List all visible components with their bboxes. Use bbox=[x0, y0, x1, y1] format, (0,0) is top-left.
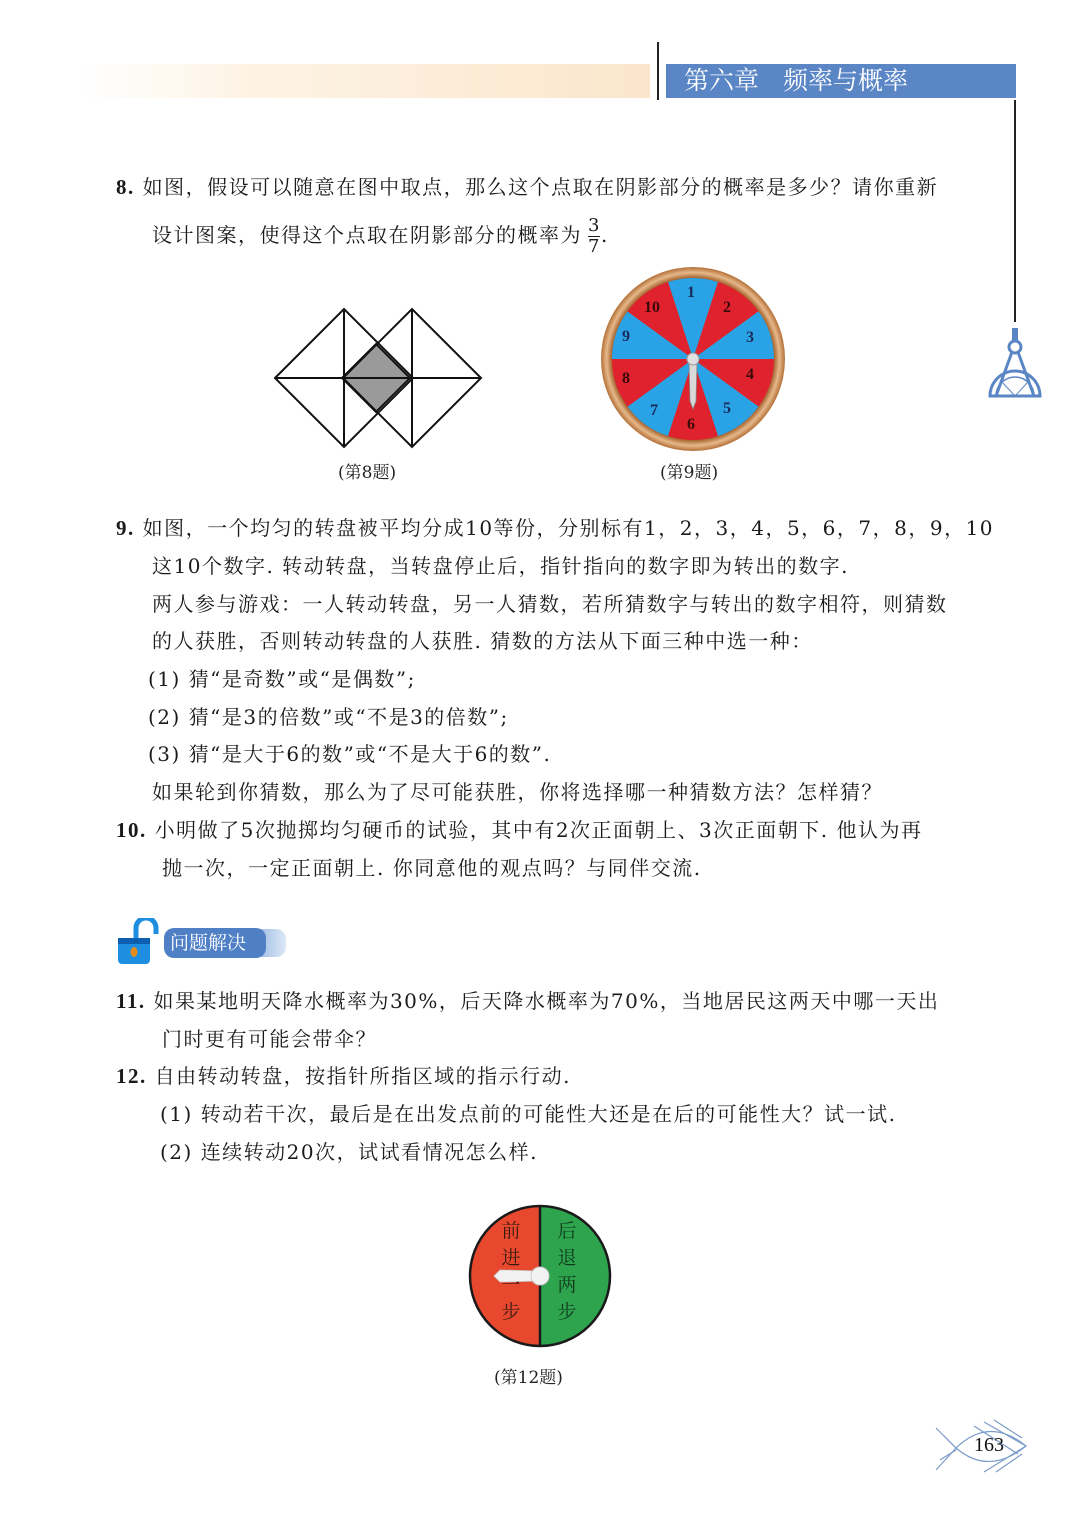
question-number: 10. bbox=[116, 818, 147, 842]
figure-9-caption: (第9题) bbox=[660, 463, 719, 483]
section-title: 问题解决 bbox=[164, 928, 266, 958]
header-decoration bbox=[80, 64, 650, 98]
question-9-option-2: (2) 猜“是3的倍数”或“不是3的倍数”; bbox=[148, 705, 509, 729]
question-number: 8. bbox=[116, 175, 135, 199]
figure-9-spinner bbox=[600, 266, 786, 452]
sector-label-8: 8 bbox=[622, 370, 630, 387]
fraction-three-sevenths: $\frac{3}{7}$ bbox=[588, 215, 601, 257]
question-9-closing: 如果轮到你猜数，那么为了尽可能获胜，你将选择哪一种猜数方法？怎样猜？ bbox=[152, 780, 883, 804]
sector-label-backward: 后 退 两 步 bbox=[557, 1220, 577, 1323]
fish-net-icon bbox=[934, 1414, 1030, 1476]
question-8-line1: 8. 如图，假设可以随意在图中取点，那么这个点取在阴影部分的概率是多少？请你重新 bbox=[116, 175, 939, 199]
sector-label-forward: 前 进 一 步 bbox=[501, 1220, 521, 1323]
question-12-sub2: (2) 连续转动20次，试试看情况怎么样. bbox=[160, 1140, 538, 1164]
sector-label-2: 2 bbox=[723, 299, 731, 316]
sector-label-6: 6 bbox=[687, 416, 695, 433]
question-10-line1: 10. 小明做了5次抛掷均匀硬币的试验，其中有2次正面朝上、3次正面朝下. 他认为再 bbox=[116, 818, 923, 842]
question-12-sub1: (1) 转动若干次，最后是在出发点前的可能性大还是在后的可能性大？试一试. bbox=[160, 1102, 897, 1126]
question-9-line1: 9. 如图，一个均匀的转盘被平均分成10等份，分别标有1，2，3，4，5，6，7，8，9，10 bbox=[116, 516, 995, 540]
sector-label-4: 4 bbox=[746, 366, 754, 383]
chapter-title-bar bbox=[666, 64, 1016, 98]
sector-label-10: 10 bbox=[644, 299, 660, 316]
question-number: 9. bbox=[116, 516, 135, 540]
question-9-option-1: (1) 猜“是奇数”或“是偶数”; bbox=[148, 667, 416, 691]
question-10-line2: 抛一次，一定正面朝上. 你同意他的观点吗？与同伴交流. bbox=[162, 856, 702, 880]
chapter-title: 频率与概率 bbox=[783, 66, 909, 95]
question-8-line2: 设计图案，使得这个点取在阴影部分的概率为 $\frac{3}{7}$ . bbox=[152, 215, 609, 257]
sector-label-3: 3 bbox=[746, 329, 754, 346]
figure-12-spinner bbox=[468, 1204, 612, 1348]
question-9-line3: 两人参与游戏：一人转动转盘，另一人猜数，若所猜数字与转出的数字相符，则猜数 bbox=[152, 592, 948, 616]
sector-label-7: 7 bbox=[650, 402, 658, 419]
chapter-label: 第六章 bbox=[684, 66, 760, 95]
question-12-line1: 12. 自由转动转盘，按指针所指区域的指示行动. bbox=[116, 1064, 571, 1088]
question-11-line1: 11. 如果某地明天降水概率为30%，后天降水概率为70%，当地居民这两天中哪一天出 bbox=[116, 989, 940, 1013]
question-number: 12. bbox=[116, 1064, 147, 1088]
margin-line bbox=[1014, 100, 1016, 322]
question-9-line4: 的人获胜，否则转动转盘的人获胜. 猜数的方法从下面三种中选一种： bbox=[152, 629, 813, 653]
figure-12-caption: (第12题) bbox=[494, 1368, 563, 1388]
sector-label-5: 5 bbox=[723, 400, 731, 417]
question-9-line2: 这10个数字. 转动转盘，当转盘停止后，指针指向的数字即为转出的数字. bbox=[152, 554, 850, 578]
question-11-line2: 门时更有可能会带伞？ bbox=[162, 1027, 377, 1051]
sector-label-1: 1 bbox=[687, 284, 695, 301]
compass-protractor-icon bbox=[984, 322, 1046, 402]
figure-8-diamonds bbox=[272, 306, 484, 450]
question-number: 11. bbox=[116, 989, 146, 1013]
header-divider bbox=[657, 42, 659, 100]
unlocked-padlock-icon bbox=[116, 918, 162, 966]
page-number: 163 bbox=[974, 1434, 1004, 1456]
figure-8-caption: (第8题) bbox=[338, 463, 397, 483]
question-9-option-3: (3) 猜“是大于6的数”或“不是大于6的数”. bbox=[148, 742, 552, 766]
sector-label-9: 9 bbox=[622, 328, 630, 345]
section-badge-problem-solving bbox=[116, 918, 291, 964]
